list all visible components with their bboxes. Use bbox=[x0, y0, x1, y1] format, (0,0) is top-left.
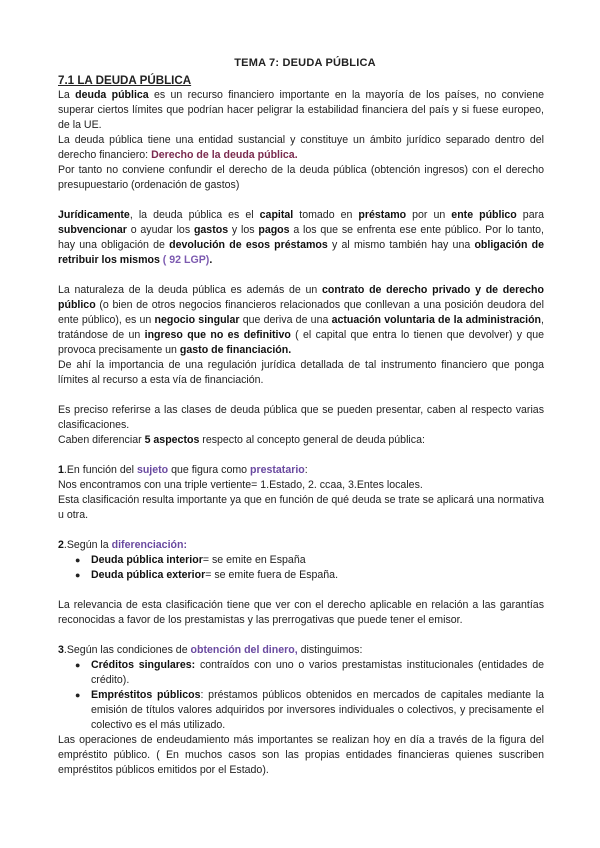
aspect-1-note: Esta clasificación resulta importante ya que en función de qué deuda se trate se aplicará una normativa u otra. bbox=[58, 494, 544, 521]
aspect-3-list bbox=[58, 658, 544, 733]
paragraph-regulation: De ahí la importancia de una regulación jurídica detallada de tal instrumento financiero que ponga límites al recurso a esta vía de financiación. bbox=[58, 359, 544, 386]
paragraph-nature: La naturaleza de la deuda pública es además de un contrato de derecho privado y de derecho público (o bien de otros negocios financieros relacionados que conllevan a una posición deudora del ente público), es un negocio singular que deriva de una actuación voluntaria de la administración, tratándose de un ingreso que no es definitivo ( el capital que entra lo tienen que devolver) y que provoca precisamente un gasto de financiación. bbox=[58, 284, 544, 356]
aspect-1-heading: 1.En función del sujeto que figura como prestatario: bbox=[58, 464, 308, 476]
paragraph-aspects: Caben diferenciar 5 aspectos respecto al concepto general de deuda pública: bbox=[58, 434, 425, 446]
bullet-icon: ● bbox=[75, 660, 81, 670]
document-title: TEMA 7: DEUDA PÚBLICA bbox=[234, 57, 376, 69]
list-item: ● Empréstitos públicos: préstamos públicos obtenidos en mercados de capitales mediante la emisión de títulos valores adquiridos por inversores individuales o colectivos, y precisamente el colectivo es el más utilizado. bbox=[75, 689, 544, 731]
list-item: ● Deuda pública interior= se emite en España bbox=[75, 554, 306, 566]
aspect-2-note: La relevancia de esta clasificación tiene que ver con el derecho aplicable en relación a las garantías reconocidas a favor de los prestamistas y las prerrogativas que puede tener el emisor. bbox=[58, 599, 544, 626]
aspect-3-heading: 3.Según las condiciones de obtención del dinero, distinguimos: bbox=[58, 644, 363, 656]
list-item: ● Deuda pública exterior= se emite fuera de España. bbox=[75, 569, 339, 581]
list-item: ● Créditos singulares: contraídos con uno o varios prestamistas institucionales (entidades de crédito). bbox=[75, 659, 544, 686]
bullet-icon: ● bbox=[75, 555, 81, 565]
paragraph-entity: La deuda pública tiene una entidad sustancial y constituye un ámbito jurídico separado dentro del derecho financiero: Derecho de la deuda pública. bbox=[58, 134, 544, 161]
legal-reference: ( 92 LGP) bbox=[159, 254, 210, 266]
bullet-icon: ● bbox=[75, 570, 81, 580]
paragraph-distinction: Por tanto no conviene confundir el derecho de la deuda pública (obtención ingresos) con el derecho presupuestario (ordenación de gastos) bbox=[58, 164, 544, 191]
paragraph-juridical: Jurídicamente, la deuda pública es el capital tomado en préstamo por un ente público para subvencionar o ayudar los gastos y los pagos a los que se enfrenta ese ente público. Por lo tanto, hay una obligación de devolución de esos préstamos y al mismo también hay una obligación de retribuir los mismos ( 92 LGP). bbox=[58, 209, 545, 266]
aspect-3-note: Las operaciones de endeudamiento más importantes se realizan hoy en día a través de la figura del empréstito público. ( En muchos casos son las propias entidades financieras quienes suscriben empréstitos públicos emitidos por el Estado). bbox=[58, 734, 544, 776]
aspect-2-heading: 2.Según la diferenciación: bbox=[58, 539, 187, 551]
document-page bbox=[58, 56, 544, 778]
bullet-icon: ● bbox=[75, 690, 81, 700]
paragraph-classes: Es preciso referirse a las clases de deuda pública que se pueden presentar, caben al respecto varias clasificaciones. bbox=[58, 404, 544, 431]
section-heading: 7.1 LA DEUDA PÚBLICA bbox=[58, 74, 192, 87]
aspect-2-list bbox=[58, 553, 544, 583]
aspect-1-line: Nos encontramos con una triple vertiente= 1.Estado, 2. ccaa, 3.Entes locales. bbox=[58, 479, 423, 491]
paragraph-intro: La deuda pública es un recurso financiero importante en la mayoría de los países, no conviene superar ciertos límites que podrían hacer peligrar la estabilidad financiera del país y si fuese europeo, de la UE. bbox=[58, 89, 544, 131]
highlight-term: Derecho de la deuda pública. bbox=[151, 149, 298, 161]
